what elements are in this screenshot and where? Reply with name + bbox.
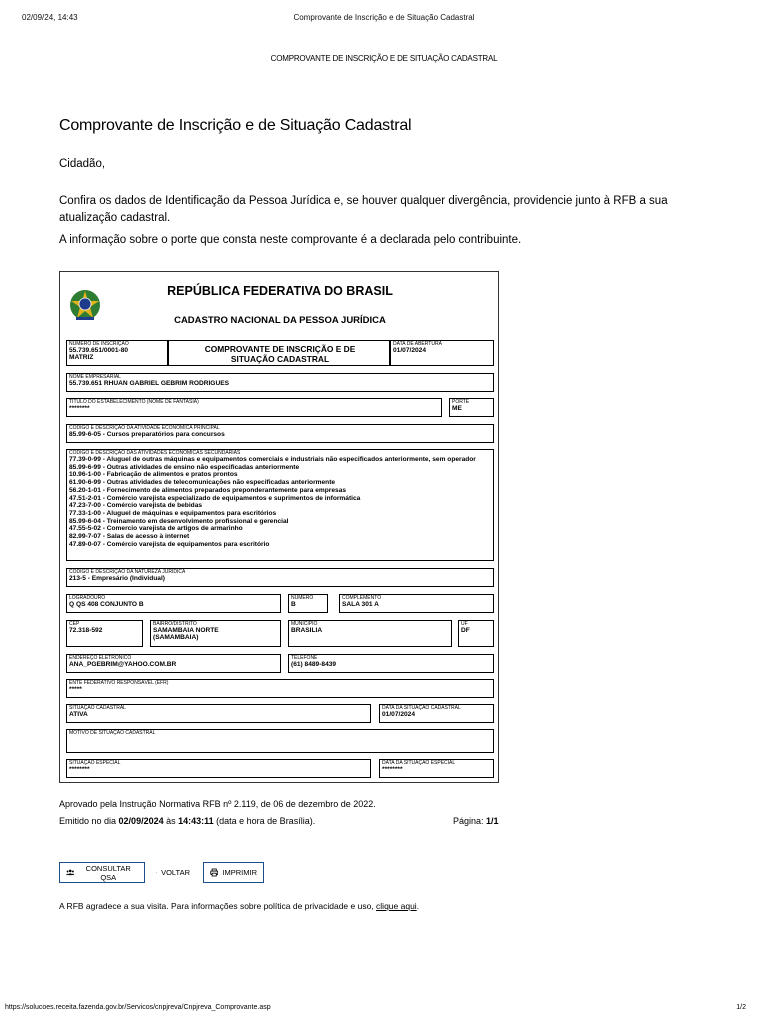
page-label: Página: [453, 816, 487, 826]
data-especial-value: ******** [382, 766, 403, 773]
data-situacao-value: 01/07/2024 [382, 711, 416, 718]
approval-note: Aprovado pela Instrução Normativa RFB nº 2.119, de 06 de dezembro de 2022. [59, 799, 376, 809]
consultar-qsa-label: CONSULTAR QSA [85, 863, 131, 882]
print-datetime: 02/09/24, 14:43 [22, 13, 78, 22]
situacao-box [66, 704, 371, 723]
efr-value: ***** [69, 686, 82, 693]
porte-box [449, 398, 494, 417]
inscricao-value: 55.739.651/0001-80 [69, 347, 129, 354]
atividades-secundarias-box [66, 449, 494, 561]
greeting: Cidadão, [59, 158, 106, 170]
email-box [66, 654, 281, 673]
list-item: 10.96-1-00 - Fabricação de alimentos e pratos prontos [69, 471, 238, 479]
data-situacao-box [379, 704, 494, 723]
emission-date: 02/09/2024 [118, 816, 164, 826]
list-item: 82.99-7-07 - Salas de acesso à internet [69, 533, 190, 541]
list-item: 77.39-0-99 - Aluguel de outras máquinas e equipamentos comerciais e industriais não especificados anteriormente, sem operador [69, 456, 476, 463]
porte-note: A informação sobre o porte que consta neste comprovante é a declarada pelo contribuinte. [59, 234, 522, 246]
natureza-value: 213-5 - Empresário (Individual) [69, 575, 166, 582]
data-especial-box [379, 759, 494, 778]
nome-value: 55.739.651 RHUAN GABRIEL GEBRIM RODRIGUES [69, 380, 229, 387]
cep-box [66, 620, 143, 647]
motivo-box [66, 729, 494, 753]
nome-box [66, 373, 494, 392]
list-item: 85.99-6-99 - Outras atividades de ensino não especificadas anteriormente [69, 463, 300, 471]
data-especial-label: DATA DA SITUAÇÃO ESPECIAL [382, 760, 456, 766]
data-situacao-label: DATA DA SITUAÇÃO CADASTRAL [382, 705, 461, 711]
page-subtitle: COMPROVANTE DE INSCRIÇÃO E DE SITUAÇÃO CADASTRAL [270, 54, 498, 63]
atividades-secundarias-label: CÓDIGO E DESCRIÇÃO DAS ATIVIDADES ECONÔMICAS SECUNDÁRIAS [69, 450, 241, 456]
list-item: 77.33-1-00 - Aluguel de máquinas e equipamentos para escritórios [69, 509, 277, 517]
email-value: ANA_PGEBRIM@YAHOO.COM.BR [69, 661, 177, 668]
voltar-button[interactable] [150, 862, 196, 883]
uf-label: UF [461, 621, 468, 627]
list-item: 47.55-5-02 - Comercio varejista de artigos de armarinho [69, 525, 243, 533]
porte-label: PORTE [452, 399, 470, 405]
motivo-label: MOTIVO DE SITUAÇÃO CADASTRAL [69, 730, 156, 736]
print-page-number: 1/2 [736, 1004, 746, 1011]
numero-value: B [291, 601, 296, 608]
fantasia-label: TÍTULO DO ESTABELECIMENTO (NOME DE FANTASIA) [69, 399, 199, 405]
municipio-box [288, 620, 452, 647]
complemento-box [339, 594, 494, 613]
list-item: 85.99-6-04 - Treinamento em desenvolvimento profissional e gerencial [69, 517, 289, 525]
privacy-note [59, 901, 419, 911]
list-item: 47.89-0-07 - Comércio varejista de equipamentos para escritório [69, 540, 270, 548]
republic-title: REPÚBLICA FEDERATIVA DO BRASIL [167, 284, 393, 298]
telefone-box [288, 654, 494, 673]
page-info [453, 816, 499, 826]
emission-time: 14:43:11 [178, 816, 214, 826]
atividades-secundarias-list [69, 456, 491, 548]
logradouro-label: LOGRADOURO [69, 595, 106, 601]
situacao-value: ATIVA [69, 711, 88, 718]
atividade-principal-label: CÓDIGO E DESCRIÇÃO DA ATIVIDADE ECONÔMICA PRINCIPAL [69, 425, 220, 431]
natureza-label: CÓDIGO E DESCRIÇÃO DA NATUREZA JURÍDICA [69, 569, 186, 575]
emission-mid: às [163, 816, 179, 826]
list-item: 61.90-6-99 - Outras atividades de telecomunicações não especificadas anteriormente [69, 479, 336, 487]
page-value: 1/1 [486, 816, 499, 826]
telefone-value: (61) 8489-8439 [291, 661, 337, 668]
users-icon [66, 868, 74, 877]
fantasia-box [66, 398, 442, 417]
fantasia-value: ******** [69, 405, 90, 412]
abertura-label: DATA DE ABERTURA [393, 341, 442, 347]
atividade-principal-box [66, 424, 494, 443]
logradouro-box [66, 594, 281, 613]
page-title: Comprovante de Inscrição e de Situação Cadastral [59, 117, 412, 134]
bairro-box [150, 620, 281, 647]
inscricao-tipo: MATRIZ [69, 354, 94, 361]
undo-icon [156, 868, 157, 877]
bairro-label: BAIRRO/DISTRITO [153, 621, 197, 627]
efr-label: ENTE FEDERATIVO RESPONSÁVEL (EFR) [69, 680, 169, 686]
imprimir-button[interactable] [203, 862, 264, 883]
numero-box [288, 594, 328, 613]
complemento-value: SALA 301 A [342, 601, 379, 608]
nome-label: NOME EMPRESARIAL [69, 374, 121, 380]
certificate-card [59, 271, 499, 783]
especial-label: SITUAÇÃO ESPECIAL [69, 760, 121, 766]
imprimir-label: IMPRIMIR [222, 868, 257, 877]
telefone-label: TELEFONE [291, 655, 318, 661]
situacao-label: SITUAÇÃO CADASTRAL [69, 705, 126, 711]
bairro-value: SAMAMBAIA NORTE (SAMAMBAIA) [153, 627, 219, 642]
especial-box [66, 759, 371, 778]
privacy-text: A RFB agradece a sua visita. Para informações sobre política de privacidade e uso, [59, 901, 377, 911]
privacy-link[interactable]: clique aqui [376, 901, 417, 911]
cep-label: CEP [69, 621, 80, 627]
comprovante-title: COMPROVANTE DE INSCRIÇÃO E DE SITUAÇÃO CADASTRAL [204, 344, 356, 364]
municipio-label: MUNICÍPIO [291, 621, 318, 627]
consultar-qsa-button[interactable] [59, 862, 145, 883]
abertura-value: 01/07/2024 [393, 347, 427, 354]
abertura-box [390, 340, 494, 366]
natureza-box [66, 568, 494, 587]
comprovante-box [168, 340, 390, 366]
uf-value: DF [461, 627, 470, 634]
inscricao-box [66, 340, 168, 366]
atividade-principal-value: 85.99-6-05 - Cursos preparatórios para concursos [69, 431, 225, 438]
intro-paragraph: Confira os dados de Identificação da Pessoa Jurídica e, se houver qualquer divergência, providencie junto à RFB a sua atualização cadastral. [59, 195, 668, 224]
uf-box [458, 620, 494, 647]
list-item: 47.23-7-00 - Comércio varejista de bebidas [69, 502, 203, 510]
emission-suffix: (data e hora de Brasília). [213, 816, 316, 826]
list-item: 47.51-2-01 - Comércio varejista especializado de equipamentos e suprimentos de informática [69, 494, 361, 502]
inscricao-label: NÚMERO DE INSCRIÇÃO [69, 341, 129, 347]
email-label: ENDEREÇO ELETRÔNICO [69, 655, 132, 661]
numero-label: NÚMERO [291, 595, 314, 601]
privacy-end: . [416, 901, 420, 911]
print-doc-title: Comprovante de Inscrição e de Situação Cadastral [293, 13, 475, 22]
cep-value: 72.318-592 [69, 627, 103, 634]
list-item: 56.20-1-01 - Fornecimento de alimentos preparados preponderantemente para empresas [69, 486, 347, 494]
logradouro-value: Q QS 408 CONJUNTO B [69, 601, 144, 608]
voltar-label: VOLTAR [161, 868, 190, 877]
complemento-label: COMPLEMENTO [342, 595, 382, 601]
print-url: https://solucoes.receita.fazenda.gov.br/Servicos/cnpjreva/Cnpjreva_Comprovante.asp [5, 1004, 271, 1011]
cnpj-title: CADASTRO NACIONAL DA PESSOA JURÍDICA [174, 315, 386, 326]
printer-icon [210, 868, 218, 877]
emission-info [59, 816, 315, 826]
municipio-value: BRASILIA [291, 627, 323, 634]
emission-prefix: Emitido no dia [59, 816, 119, 826]
especial-value: ******** [69, 766, 90, 773]
porte-value: ME [452, 405, 462, 412]
efr-box [66, 679, 494, 698]
